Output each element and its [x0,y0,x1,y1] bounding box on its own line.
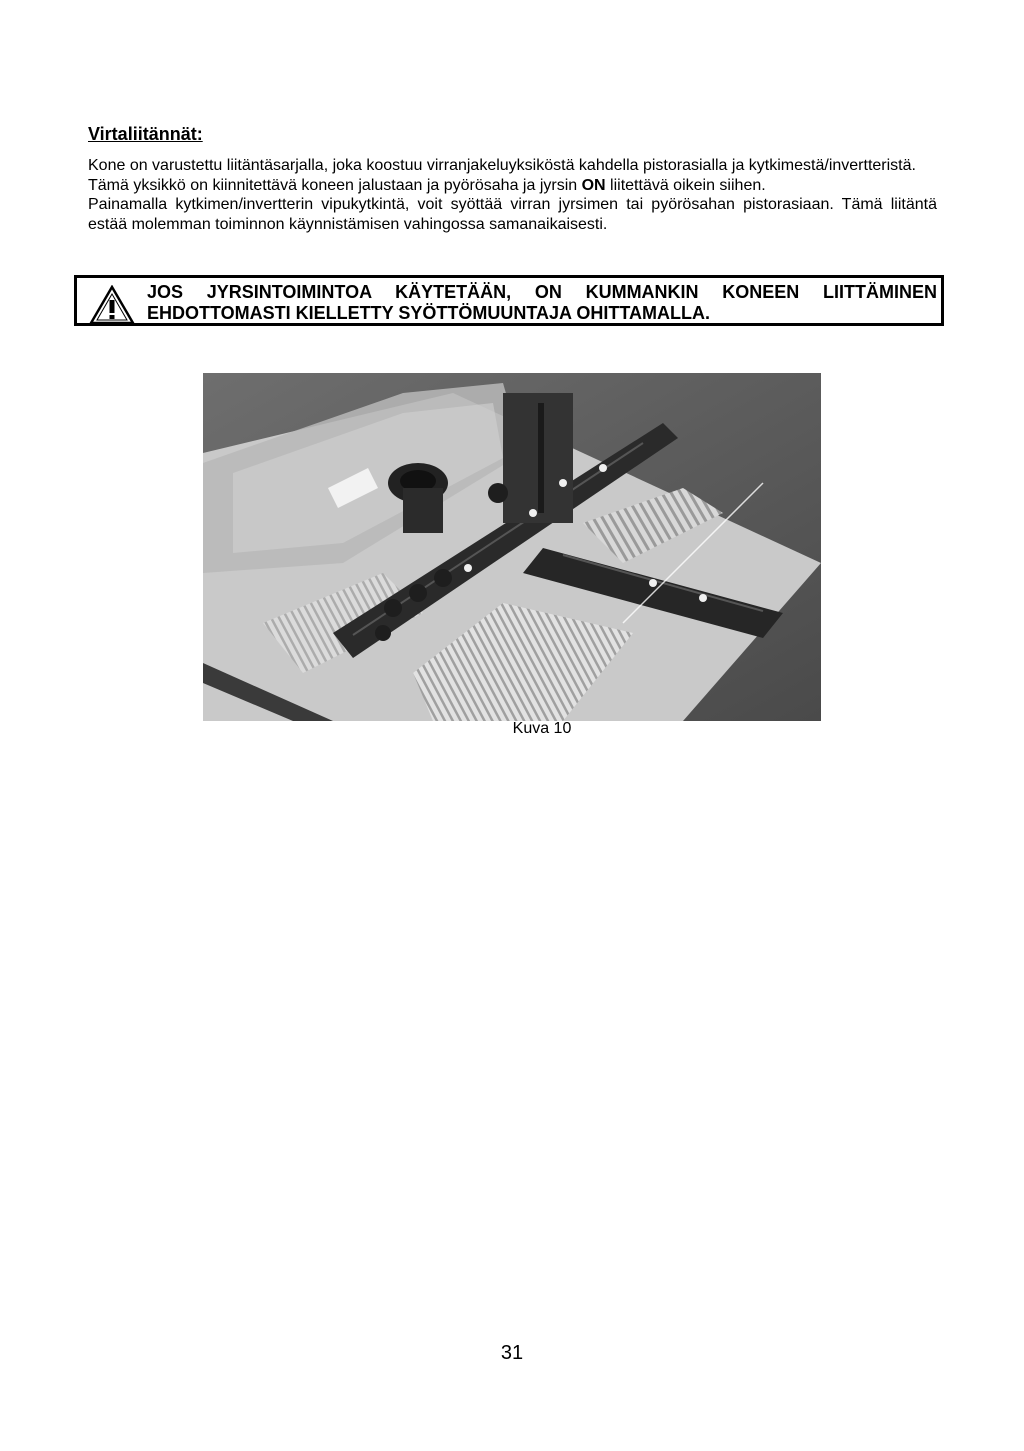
paragraph-switch: Painamalla kytkimen/invertterin vipukytkintä, voit syöttää virran jyrsimen tai pyörösahan pistorasiaan. Tämä liitäntä estää molemman toiminnon käynnistämisen vahingossa samanaikaisesti. [88,196,937,233]
paragraph-intro: Kone on varustettu liitäntäsarjalla, joka koostuu virranjakeluyksiköstä kahdella pistorasialla ja kytkimestä/invertteristä. [88,157,916,174]
figure-caption: Kuva 10 [512,720,572,737]
warning-line-1: JOS JYRSINTOIMINTOA KÄYTETÄÄN, ON KUMMANKIN KONEEN LIITTÄMINEN [147,282,937,302]
warning-box [74,275,944,326]
router-table-photo [203,373,821,721]
section-body [88,156,937,234]
warning-line-2: EHDOTTOMASTI KIELLETTY SYÖTTÖMUUNTAJA OHITTAMALLA. [147,303,710,323]
paragraph-mounting-before: Tämä yksikkö on kiinnitettävä koneen jalustaan ja pyörösaha ja jyrsin [88,176,582,194]
page-number: 31 [500,1342,524,1364]
paragraph-mounting [88,176,937,196]
paragraph-mounting-after: liitettävä oikein siihen. [605,176,766,194]
section-heading: Virtaliitännät: [88,124,203,144]
warning-triangle-icon [89,285,135,325]
paragraph-mounting-emphasis: ON [581,176,606,194]
warning-text [147,282,937,324]
